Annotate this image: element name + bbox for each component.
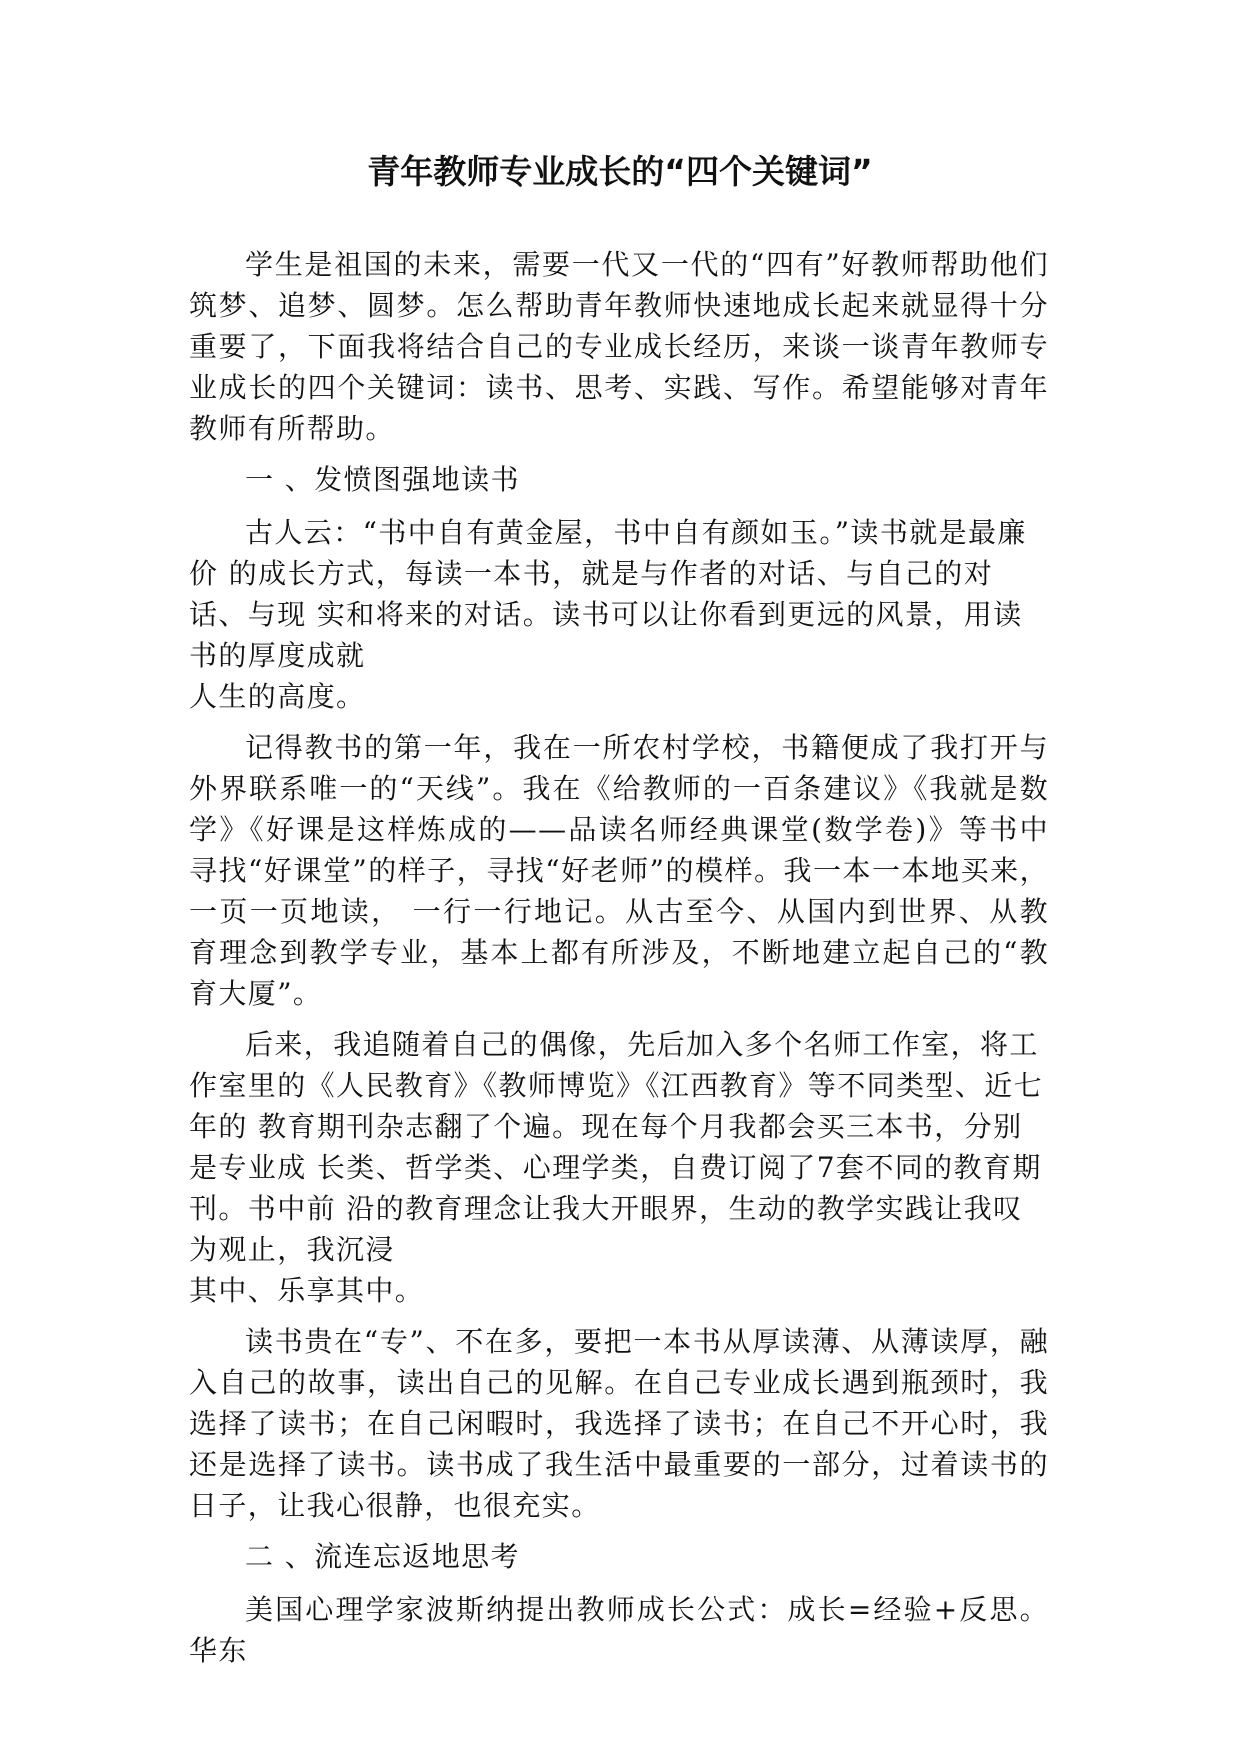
paragraph-intro: 学生是祖国的未来，需要一代又一代的“四有”好教师帮助他们筑梦、追梦、圆梦。怎么帮助青年教师快速地成长起来就显得十分重要了，下面我将结合自己的专业成长经历，来谈一谈青年教师专业成长的四个关键词：读书、思考、实践、写作。希望能够对青年教师有所帮助。 xyxy=(189,248,1049,445)
paragraph-reading-quote-end: 人生的高度。 xyxy=(189,680,366,713)
paragraph-first-year: 记得教书的第一年，我在一所农村学校，书籍便成了我打开与外界联系唯一的“天线”。我在《给教师的一百条建议》《我就是数学》《好课是这样炼成的——品读名师经典课堂(数学卷)》等书中寻找“好课堂”的样子，寻找“好老师”的模样。我一本一本地买来， 一页一页地读， 一行一行地记。从古至今、从国内到世界、从教育理念到教学专业，基本上都有所涉及，不断地建立起自己的“教育大厦”。 xyxy=(189,731,1049,1010)
section-heading-1: 一 、发愤图强地读书 xyxy=(245,463,520,496)
section-heading-2: 二 、流连忘返地思考 xyxy=(245,1540,520,1573)
paragraph-later-end: 其中、乐享其中。 xyxy=(189,1274,425,1307)
document-title: 青年教师专业成长的“四个关键词” xyxy=(367,152,873,191)
paragraph-reading-quote: 古人云：“书中自有黄金屋，书中自有颜如玉。”读书就是最廉价 的成长方式，每读一本书，就是与作者的对话、与自己的对话、与现 实和将来的对话。读书可以让你看到更远的风景，用读书的厚度成就 xyxy=(189,516,1027,672)
paragraph-reading-focus: 读书贵在“专”、不在多，要把一本书从厚读薄、从薄读厚，融入自己的故事，读出自己的见解。在自己专业成长遇到瓶颈时，我选择了读书；在自己闲暇时，我选择了读书；在自己不开心时，我还是选择了读书。读书成了我生活中最重要的一部分，过着读书的日子，让我心很静，也很充实。 xyxy=(189,1325,1049,1522)
document-body xyxy=(189,244,1049,1671)
paragraph-later: 后来，我追随着自己的偶像，先后加入多个名师工作室，将工作室里的《人民教育》《教师博览》《江西教育》等不同类型、近七年的 教育期刊杂志翻了个遍。现在每个月我都会买三本书，分别是专业成 长类、哲学类、心理学类，自费订阅了7套不同的教育期刊。书中前 沿的教育理念让我大开眼界，生动的教学实践让我叹为观止，我沉浸 xyxy=(189,1028,1044,1266)
paragraph-thinking: 美国心理学家波斯纳提出教师成长公式：成长=经验+反思。华东 xyxy=(189,1593,1049,1667)
